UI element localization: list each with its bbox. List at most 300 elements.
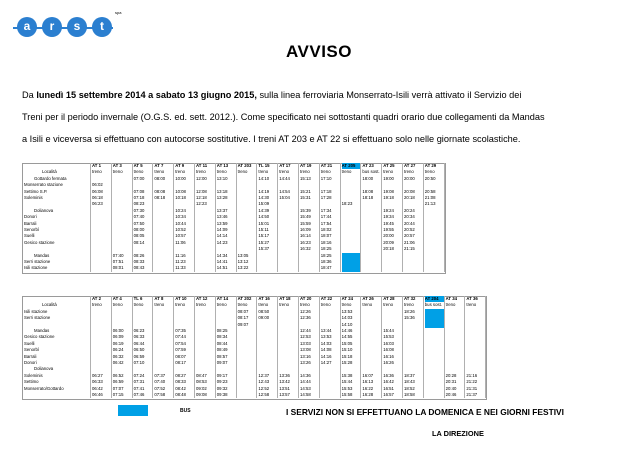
time-cell: 09:02 bbox=[196, 385, 207, 391]
page-title: AVVISO bbox=[286, 42, 352, 61]
time-cell: 13:44 bbox=[320, 328, 332, 333]
time-cell: 14:39 bbox=[258, 207, 270, 213]
time-cell: 14:16 bbox=[320, 353, 332, 359]
notice-line-1 bbox=[22, 84, 618, 106]
column-divider bbox=[236, 296, 237, 398]
column-type: treno bbox=[216, 169, 227, 175]
time-cell: 18:43 bbox=[404, 379, 415, 385]
time-cell: 12:43 bbox=[258, 379, 270, 385]
column-header: AT 11 bbox=[196, 163, 208, 168]
time-cell: 18:26 bbox=[404, 308, 415, 314]
time-cell: 08:05 bbox=[133, 233, 145, 239]
column-type: treno bbox=[112, 169, 123, 175]
column-type: treno bbox=[92, 302, 102, 308]
time-cell: 21:16 bbox=[466, 372, 478, 378]
column-header: AT 2 bbox=[92, 296, 101, 301]
time-cell: 15:11 bbox=[258, 227, 269, 232]
time-cell: 18:16 bbox=[320, 239, 332, 245]
column-type: treno bbox=[258, 169, 269, 175]
time-cell: 13:36 bbox=[279, 372, 290, 378]
column-type: treno bbox=[196, 302, 206, 308]
time-cell: 11:16 bbox=[175, 252, 186, 258]
column-type: treno bbox=[320, 302, 331, 308]
time-cell: 06:18 bbox=[92, 195, 103, 200]
time-cell: 13:12 bbox=[237, 259, 249, 264]
time-cell: 08:01 bbox=[112, 265, 124, 271]
time-cell: 19:55 bbox=[383, 227, 394, 232]
time-cell: 10:00 bbox=[175, 175, 186, 181]
time-cell: 07:58 bbox=[154, 392, 166, 397]
time-cell: 09:17 bbox=[216, 372, 228, 378]
column-type: treno bbox=[237, 169, 248, 175]
time-cell: 14:30 bbox=[258, 195, 270, 200]
time-cell: 15:21 bbox=[300, 188, 311, 194]
time-cell: 14:19 bbox=[258, 188, 270, 194]
time-cell: 18:58 bbox=[404, 392, 415, 397]
time-cell: 08:25 bbox=[216, 328, 228, 333]
column-header: AT 29 bbox=[424, 163, 437, 168]
time-cell: 08:47 bbox=[196, 372, 207, 378]
time-cell: 13:59 bbox=[216, 220, 228, 226]
time-cell: 10:52 bbox=[175, 227, 186, 232]
station-name: Mandas bbox=[34, 328, 50, 333]
time-cell: 15:59 bbox=[300, 220, 311, 226]
time-cell: 16:14 bbox=[300, 233, 311, 239]
column-divider bbox=[256, 163, 257, 272]
time-cell: 18:07 bbox=[320, 233, 332, 239]
station-name: Gesico stazione bbox=[24, 239, 55, 245]
time-cell: 09:07 bbox=[216, 360, 228, 365]
time-cell: 16:51 bbox=[383, 385, 394, 391]
time-cell: 07:15 bbox=[112, 392, 124, 397]
time-cell: 06:33 bbox=[92, 379, 103, 385]
time-cell: 15:44 bbox=[341, 379, 353, 385]
column-divider bbox=[132, 296, 133, 398]
time-cell: 18:08 bbox=[362, 188, 374, 194]
time-cell: 11:23 bbox=[175, 259, 186, 264]
time-cell: 18:18 bbox=[362, 195, 374, 200]
time-cell: 12:00 bbox=[196, 175, 207, 181]
column-header: AT 13 bbox=[216, 163, 229, 168]
column-type: treno bbox=[258, 302, 269, 308]
time-cell: 13:10 bbox=[216, 175, 228, 181]
time-cell: 18:25 bbox=[320, 252, 332, 258]
column-divider bbox=[319, 296, 320, 398]
column-divider bbox=[464, 296, 465, 398]
time-cell: 13:53 bbox=[320, 334, 332, 340]
time-cell: 07:24 bbox=[133, 372, 145, 378]
time-cell: 07:08 bbox=[133, 188, 145, 194]
time-cell: 10:24 bbox=[175, 207, 186, 213]
time-cell: 08:33 bbox=[175, 379, 186, 385]
time-cell: 08:07 bbox=[237, 308, 249, 314]
time-cell: 19:34 bbox=[383, 214, 394, 220]
time-cell bbox=[425, 322, 444, 328]
time-cell: 14:27 bbox=[320, 360, 332, 365]
column-header: AT 26 bbox=[362, 296, 374, 301]
time-cell: 14:10 bbox=[258, 175, 270, 181]
column-type: treno bbox=[279, 302, 289, 308]
column-divider bbox=[111, 296, 112, 398]
time-cell: 15:28 bbox=[341, 360, 353, 365]
column-divider bbox=[340, 163, 341, 272]
time-cell: 19:08 bbox=[383, 188, 394, 194]
time-cell: 12:26 bbox=[300, 308, 311, 314]
column-header: AT 202 bbox=[237, 296, 252, 301]
time-cell: 14:10 bbox=[341, 321, 353, 327]
column-divider bbox=[173, 163, 174, 272]
time-cell: 21:22 bbox=[466, 379, 478, 385]
time-cell: 15:58 bbox=[341, 392, 353, 397]
time-cell: 15:27 bbox=[258, 239, 270, 245]
column-header: AT 9 bbox=[175, 163, 185, 168]
column-divider bbox=[256, 296, 257, 398]
time-cell: 20:57 bbox=[404, 233, 415, 239]
time-cell: 19:18 bbox=[383, 195, 394, 200]
time-cell: 15:18 bbox=[341, 353, 353, 359]
time-cell: 07:10 bbox=[133, 360, 145, 365]
column-type: treno bbox=[404, 302, 414, 308]
time-cell: 16:42 bbox=[383, 379, 394, 385]
time-cell: 07:35 bbox=[175, 328, 186, 333]
station-name: Monserrato stazione bbox=[24, 182, 63, 188]
time-cell: 08:33 bbox=[133, 259, 145, 264]
column-type: treno bbox=[445, 302, 456, 308]
column-header: AT 19 bbox=[300, 163, 312, 168]
time-cell: 16:09 bbox=[300, 227, 311, 232]
time-cell: 16:08 bbox=[383, 347, 394, 353]
station-name: Mandas bbox=[34, 252, 50, 258]
time-cell: 13:53 bbox=[341, 308, 353, 314]
time-cell: 06:19 bbox=[112, 340, 124, 346]
time-cell: 20:08 bbox=[404, 188, 415, 194]
time-cell: 18:25 bbox=[320, 246, 332, 252]
time-cell: 15:44 bbox=[383, 328, 394, 333]
column-header: AT 3 bbox=[112, 163, 122, 168]
time-cell: 07:46 bbox=[133, 392, 145, 397]
column-divider bbox=[215, 296, 216, 398]
column-type: treno bbox=[279, 169, 289, 175]
time-cell: 14:44 bbox=[279, 175, 290, 181]
time-cell: 17:10 bbox=[320, 175, 332, 181]
time-cell: 08:14 bbox=[133, 239, 145, 245]
localita-header: Località bbox=[42, 302, 57, 308]
time-cell: 19:45 bbox=[383, 220, 394, 226]
localita-header: Località bbox=[42, 169, 57, 175]
time-cell: 15:01 bbox=[258, 220, 270, 226]
logo-letter-r: r bbox=[42, 17, 62, 37]
column-type: treno bbox=[237, 302, 248, 308]
column-header: AT 28 bbox=[383, 296, 395, 301]
time-cell: 06:42 bbox=[92, 385, 103, 391]
time-cell: 08:00 bbox=[154, 175, 166, 181]
column-divider bbox=[423, 296, 424, 398]
column-divider bbox=[402, 163, 403, 272]
logo-letter-a: a bbox=[17, 17, 37, 37]
time-cell: 14:09 bbox=[216, 227, 228, 232]
column-header: AT 16 bbox=[258, 296, 270, 301]
time-cell: 20:00 bbox=[404, 175, 415, 181]
station-name: Barrali bbox=[24, 353, 37, 359]
time-cell: 17:34 bbox=[320, 207, 332, 213]
time-cell: 06:33 bbox=[133, 334, 145, 340]
column-header: AT 18 bbox=[279, 296, 291, 301]
time-cell: 18:02 bbox=[320, 227, 332, 232]
column-type: treno bbox=[216, 302, 227, 308]
station-name: Isili stazione bbox=[24, 265, 48, 271]
station-name: Suelli bbox=[24, 340, 35, 346]
time-cell: 17:28 bbox=[320, 195, 332, 200]
time-cell: 06:23 bbox=[133, 328, 145, 333]
time-cell: 13:28 bbox=[216, 195, 228, 200]
time-cell: 20:34 bbox=[404, 214, 415, 220]
time-cell: 15:53 bbox=[383, 334, 394, 340]
time-cell: 14:58 bbox=[300, 392, 311, 397]
column-type: treno bbox=[112, 302, 123, 308]
column-header: AT 14 bbox=[216, 296, 229, 301]
time-cell: 15:13 bbox=[300, 175, 311, 181]
station-name: Isili stazione bbox=[24, 308, 48, 314]
time-cell: 13:16 bbox=[300, 353, 311, 359]
signature: LA DIREZIONE bbox=[432, 429, 484, 438]
column-divider bbox=[173, 296, 174, 398]
column-divider bbox=[132, 163, 133, 272]
time-cell: 07:54 bbox=[175, 340, 186, 346]
station-name: Gesico stazione bbox=[24, 334, 55, 340]
time-cell: 06:50 bbox=[133, 347, 145, 353]
time-cell: 07:44 bbox=[175, 334, 186, 340]
time-cell: 08:53 bbox=[196, 379, 207, 385]
time-cell: 06:52 bbox=[112, 372, 124, 378]
column-header: AT 5 bbox=[133, 163, 143, 168]
time-cell: 10:34 bbox=[175, 214, 186, 220]
time-cell: 07:00 bbox=[133, 175, 145, 181]
time-cell: 14:23 bbox=[216, 239, 228, 245]
column-divider bbox=[298, 296, 299, 398]
time-cell: 20:52 bbox=[404, 227, 415, 232]
column-divider bbox=[444, 296, 445, 398]
time-cell: 09:08 bbox=[196, 392, 207, 397]
column-type: treno bbox=[133, 169, 144, 175]
column-header: AT 34 bbox=[445, 296, 457, 301]
time-cell: 08:00 bbox=[133, 227, 145, 232]
column-type: bus sost. bbox=[362, 169, 380, 175]
time-cell: 14:46 bbox=[341, 328, 353, 333]
time-cell: 20:58 bbox=[424, 188, 436, 194]
time-cell: 18:52 bbox=[404, 385, 415, 391]
column-type: treno bbox=[341, 169, 352, 175]
time-cell: 07:52 bbox=[154, 385, 166, 391]
time-cell: 16:36 bbox=[383, 372, 394, 378]
column-type: treno bbox=[133, 302, 144, 308]
time-cell: 15:09 bbox=[258, 201, 270, 207]
bus-legend-label: BUS bbox=[180, 408, 191, 414]
time-cell: 11:33 bbox=[175, 265, 186, 271]
time-cell: 15:39 bbox=[300, 207, 311, 213]
column-divider bbox=[340, 296, 341, 398]
time-cell: 09:38 bbox=[216, 392, 228, 397]
notice-paragraph bbox=[22, 84, 618, 150]
column-divider bbox=[152, 163, 153, 272]
time-cell: 20:40 bbox=[445, 385, 457, 391]
time-cell: 14:51 bbox=[216, 265, 228, 271]
time-cell: 07:50 bbox=[133, 220, 145, 226]
time-cell: 15:53 bbox=[341, 385, 353, 391]
time-cell: 07:37 bbox=[154, 372, 166, 378]
notice-line-2: Treni per il periodo invernale (O.G.S. ed. sett. 2012.). Come specificato nei sottostanti quadri orario due collegamenti da Mandas bbox=[22, 112, 545, 122]
column-header: AT 17 bbox=[279, 163, 291, 168]
time-cell: 09:00 bbox=[258, 315, 270, 321]
column-header: AT 22 bbox=[320, 296, 333, 301]
station-name: Serri stazione bbox=[24, 259, 51, 264]
time-cell: 16:16 bbox=[383, 353, 394, 359]
station-name: Suelli bbox=[24, 233, 35, 239]
column-type: treno bbox=[404, 169, 414, 175]
time-cell: 06:59 bbox=[112, 379, 124, 385]
time-cell: 16:23 bbox=[300, 239, 311, 245]
column-type: treno bbox=[175, 169, 185, 175]
column-type: treno bbox=[320, 169, 331, 175]
column-divider bbox=[215, 163, 216, 272]
column-divider bbox=[194, 296, 195, 398]
time-cell: 08:08 bbox=[154, 188, 166, 194]
holiday-notice: I SERVIZI NON SI EFFETTUANO LA DOMENICA E NEI GIORNI FESTIVI bbox=[286, 407, 564, 417]
time-cell: 13:57 bbox=[279, 392, 290, 397]
station-name: Donori bbox=[24, 214, 37, 220]
time-cell: 08:49 bbox=[216, 347, 228, 353]
arst-logo bbox=[13, 10, 122, 42]
time-cell: 13:08 bbox=[300, 347, 311, 353]
column-type: treno bbox=[362, 302, 373, 308]
time-cell: 21:08 bbox=[424, 195, 436, 200]
column-type: treno bbox=[383, 302, 393, 308]
column-divider bbox=[319, 163, 320, 272]
time-cell: 12:37 bbox=[258, 372, 270, 378]
time-cell: 14:14 bbox=[216, 233, 228, 239]
time-cell: 15:04 bbox=[279, 195, 290, 200]
time-cell: 20:44 bbox=[404, 220, 415, 226]
column-divider bbox=[381, 296, 382, 398]
time-cell: 18:36 bbox=[320, 259, 332, 264]
time-cell: 13:37 bbox=[216, 207, 228, 213]
column-header: AT 12 bbox=[196, 296, 208, 301]
column-header: AT 203 bbox=[237, 163, 252, 168]
time-cell: 07:30 bbox=[133, 207, 145, 213]
time-cell: 21:31 bbox=[466, 385, 478, 391]
time-cell: 06:08 bbox=[92, 188, 103, 194]
column-divider bbox=[194, 163, 195, 272]
time-cell: 19:24 bbox=[383, 207, 394, 213]
column-divider bbox=[277, 163, 278, 272]
column-type: treno bbox=[424, 169, 435, 175]
time-cell: 16:07 bbox=[362, 372, 374, 378]
time-cell: 09:23 bbox=[216, 379, 228, 385]
column-type: treno bbox=[175, 302, 185, 308]
time-cell: 17:44 bbox=[320, 214, 332, 220]
time-cell: 10:57 bbox=[175, 233, 186, 239]
time-cell: 21:06 bbox=[404, 239, 415, 245]
time-cell: 13:03 bbox=[300, 340, 311, 346]
time-cell: 08:57 bbox=[216, 353, 228, 359]
time-cell: 06:09 bbox=[112, 334, 124, 340]
time-cell: 20:24 bbox=[404, 207, 415, 213]
time-cell: 21:13 bbox=[424, 201, 436, 207]
time-cell: 09:32 bbox=[216, 385, 228, 391]
time-cell: 14:03 bbox=[320, 340, 332, 346]
time-cell: 10:44 bbox=[175, 220, 186, 226]
time-cell: 06:23 bbox=[92, 201, 103, 207]
time-cell: 06:42 bbox=[112, 360, 124, 365]
time-cell: 12:58 bbox=[258, 392, 270, 397]
time-cell: 14:50 bbox=[258, 214, 270, 220]
time-cell: 15:36 bbox=[404, 315, 415, 321]
time-cell: 17:54 bbox=[320, 220, 332, 226]
column-divider bbox=[423, 163, 424, 272]
station-name: Dolianova bbox=[34, 207, 54, 213]
column-type: treno bbox=[154, 302, 165, 308]
bus-legend-swatch bbox=[118, 405, 148, 416]
column-header: AT 10 bbox=[175, 296, 187, 301]
time-cell: 06:46 bbox=[92, 392, 103, 397]
time-cell: 20:50 bbox=[424, 175, 436, 181]
time-cell: 15:37 bbox=[258, 246, 270, 252]
column-type: bus sost. bbox=[424, 302, 442, 308]
logo-suffix: spa bbox=[115, 10, 122, 15]
station-name: Gottardo fermata bbox=[34, 175, 67, 181]
time-cell: 06:59 bbox=[133, 353, 145, 359]
time-cell: 08:50 bbox=[258, 308, 270, 314]
time-cell: 12:36 bbox=[300, 315, 311, 321]
time-cell: 07:41 bbox=[133, 385, 145, 391]
station-name: Senorbì bbox=[24, 227, 40, 232]
time-cell: 10:18 bbox=[175, 195, 186, 200]
time-cell: 12:44 bbox=[300, 328, 311, 333]
station-name: Monserrato/Gottardo bbox=[24, 385, 64, 391]
time-cell: 07:40 bbox=[112, 252, 124, 258]
time-cell: 20:18 bbox=[404, 195, 415, 200]
time-cell: 14:54 bbox=[279, 188, 290, 194]
time-cell: 08:18 bbox=[154, 195, 166, 200]
time-cell: 12:53 bbox=[300, 334, 311, 340]
column-divider bbox=[298, 163, 299, 272]
time-cell: 13:46 bbox=[216, 214, 228, 220]
notice-suffix: sulla linea ferroviaria Monserrato-Isili verrà attivato il Servizio dei bbox=[256, 90, 522, 100]
time-cell: 08:43 bbox=[133, 265, 145, 271]
column-header: AT 21 bbox=[320, 163, 333, 168]
time-cell: 14:36 bbox=[300, 372, 311, 378]
time-cell: 14:41 bbox=[216, 259, 228, 264]
time-cell: 08:42 bbox=[175, 385, 186, 391]
time-cell: 16:22 bbox=[362, 385, 374, 391]
column-divider bbox=[402, 296, 403, 398]
column-header: AT 205 bbox=[342, 163, 361, 169]
column-type: treno bbox=[383, 169, 393, 175]
station-name: Soleminis bbox=[24, 195, 43, 200]
time-cell: 21:37 bbox=[466, 392, 478, 397]
time-cell: 07:40 bbox=[154, 379, 166, 385]
time-cell: 06:44 bbox=[133, 340, 145, 346]
column-header: AT 4 bbox=[112, 296, 122, 301]
logo-letter-s: s bbox=[67, 17, 87, 37]
time-cell: 14:34 bbox=[216, 252, 228, 258]
time-cell: 08:17 bbox=[175, 360, 186, 365]
column-divider bbox=[277, 296, 278, 398]
column-divider bbox=[152, 296, 153, 398]
column-type: treno bbox=[466, 302, 477, 308]
time-cell: 20:00 bbox=[383, 233, 394, 239]
station-name: Serri stazione bbox=[24, 315, 51, 321]
time-cell: 07:07 bbox=[112, 385, 124, 391]
